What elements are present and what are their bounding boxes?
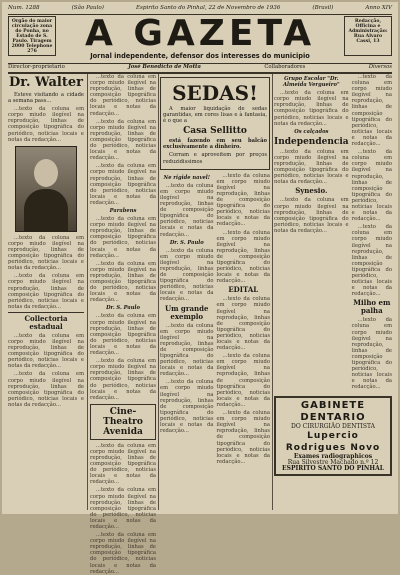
dental-ad	[274, 396, 392, 476]
collab-label: Collaboradores	[264, 64, 306, 70]
headline-milho: Milho em palha	[353, 298, 391, 316]
article-body: ...texto da coluna em corpo miudo ilegível na reprodução, linhas de composição tipográfica do periódico, noticias locais e notas da redacção...	[351, 149, 392, 223]
ad-name: Lupercio Rodrigues Novo	[285, 430, 381, 453]
section-ne-rigide: Ne rigide navel!	[163, 174, 211, 181]
portrait-photo	[15, 146, 77, 232]
section-dr-sp-2: Dr. S. Paulo	[169, 239, 204, 246]
article-body: ...texto da coluna em corpo miudo ilegível na reprodução, linhas de composição tipográfica do periódico, noticias locais e notas da redacção...	[274, 197, 349, 234]
article-body: ...texto da coluna em corpo miudo ilegível na reprodução, linhas de composição tipográfica do periódico, noticias locais e notas da redacção...	[216, 172, 270, 228]
caption-calcados: Os calçados	[294, 128, 329, 135]
article-body: ...texto da coluna em corpo miudo ilegível na reprodução, linhas de composição tipográfica do periódico, noticias locais e notas da redacção...	[351, 317, 392, 391]
newspaper-title: A GAZETA	[84, 13, 316, 54]
article-body: ...texto da coluna em corpo miudo ilegível na reprodução, linhas de composição tipográfica do periódico, noticias locais e notas da redacção...	[90, 118, 156, 162]
headline-sedas: SEDAS!	[172, 81, 258, 105]
section-edital: EDITAL	[228, 285, 259, 295]
article-body: ...texto da coluna em corpo miudo ilegível na reprodução, linhas de composição tipográfica do periódico, noticias locais e notas da redacção...	[90, 358, 156, 401]
issue-number: Num. 1288	[8, 5, 40, 11]
headline-grupo-escolar: Grupo Escolar "Dr. Almeida Vergueiro"	[282, 76, 340, 89]
shop-name: Casa Sellitto	[183, 126, 247, 137]
headline-dr-walter: Dr. Walter	[9, 75, 83, 90]
column-rule	[87, 74, 88, 510]
article-body: ...texto da coluna em corpo miudo ilegível na reprodução, linhas de composição tipográfica do periódico, noticias locais e notas da redacção...	[90, 487, 156, 530]
article-body: ...texto da coluna em corpo miudo ilegível na reprodução, linhas de composição tipográfica do periódico, noticias locais e notas da redacção...	[216, 229, 270, 285]
left-ear: Orgão do maior circulação zona do Ponha, no Estado de S. Paulo. Tiragem 2000 Telephone 276	[8, 16, 56, 56]
sedas-lead: A maior liquidação de sedas garantidas, em cores lisas e à fantasia, é o que a	[163, 106, 267, 125]
column-rule	[158, 74, 159, 510]
headline-independencia: Independencia	[274, 136, 349, 147]
newspaper-subtitle: Jornal independente, defensor dos interesses do municipio	[90, 52, 310, 60]
country: (Brasil)	[312, 5, 334, 11]
article-body: ...texto da coluna em corpo miudo ilegível na reprodução, linhas de composição tipográfica do periódico, noticias locais e notas da redacção...	[160, 247, 214, 303]
ad-city: ESPIRITO SANTO DO PINHAL	[282, 464, 384, 472]
article-body: ...texto da coluna em corpo miudo ilegível na reprodução, linhas de composição tipográfica do periódico, noticias locais e notas da redacção...	[8, 234, 84, 272]
article-body: ...texto da coluna em corpo miudo ilegível na reprodução, linhas de composição tipográfica do periódico, noticias locais e notas da redacção...	[8, 371, 84, 408]
article-body: ...texto da coluna em corpo miudo ilegível na reprodução, linhas de composição tipográfica do periódico, noticias locais e notas da redacção...	[160, 379, 214, 435]
article-body: ...texto da coluna em corpo miudo ilegível na reprodução, linhas de composição tipográfica do periódico, noticias locais e notas da redacção...	[90, 74, 156, 117]
article-body: ...texto da coluna em corpo miudo ilegível na reprodução, linhas de composição tipográfica do periódico, noticias locais e notas da redacção...	[90, 313, 156, 357]
director-label: Director-proprietario	[8, 64, 65, 70]
newspaper-page	[2, 2, 398, 575]
column-1	[8, 74, 84, 510]
city: (São Paulo)	[71, 5, 104, 11]
article-body: ...texto da coluna em corpo miudo ilegível na reprodução, linhas de composição tipográfica do periódico, noticias locais e notas da redacção...	[90, 442, 156, 486]
ad-title: GABINETE DENTARIO	[300, 399, 366, 423]
article-body: ...texto da coluna em corpo miudo ilegível na reprodução, linhas de composição tipográfica do periódico, noticias locais e notas da redacção...	[8, 273, 84, 310]
right-ear: Redacção, Officina e Administração: Rua Alvaro Cassi, 13	[344, 16, 392, 56]
article-body: ...texto da coluna em corpo miudo ilegível na reprodução, linhas de composição tipográfica do periódico, noticias locais e notas da redacção...	[160, 182, 214, 238]
subcol-right	[352, 74, 392, 393]
headline-synesio: Synesio.	[295, 186, 328, 196]
subcol-right	[217, 173, 271, 467]
column-3	[160, 74, 270, 510]
column-4	[274, 74, 392, 510]
collab-name: Diversos	[368, 64, 392, 70]
column-2	[90, 74, 156, 575]
article-body: ...texto da coluna em corpo miudo ilegível na reprodução, linhas de composição tipográfica do periódico, noticias locais e notas da redacção...	[216, 410, 270, 465]
article-body: ...texto da coluna em corpo miudo ilegível na reprodução, linhas de composição tipográfica do periódico, noticias locais e notas da redacção...	[351, 224, 392, 298]
subcol-left	[160, 173, 214, 467]
ad-radiography: Exames radiographicos	[293, 452, 373, 460]
article-body: ...texto da coluna em corpo miudo ilegível na reprodução, linhas de composição tipográfica do periódico, noticias locais e notas da redacção...	[274, 90, 349, 127]
shop-tail: Corram e aproveitem por preços reduzidissimos	[163, 152, 267, 165]
masthead	[60, 14, 340, 60]
dateline: Espirito Santo do Pinhal, 22 de Novembro de 1936	[135, 5, 281, 11]
headline-collectoria: Collectoria estadual	[8, 312, 84, 331]
ad-address: Rua Silvestre Machado n.º 12	[287, 458, 379, 466]
section-dr-sp: Dr. S. Paulo	[106, 305, 140, 312]
shop-sub: está fazendo em seu balcão exclusivamente a dinheiro.	[163, 138, 267, 151]
article-body: ...texto da coluna em corpo miudo ilegível na reprodução, linhas de composição tipográfica do periódico, noticias locais e notas da redacção...	[351, 74, 392, 148]
subcol-left	[274, 74, 349, 393]
article-body: ...texto da coluna em corpo miudo ilegível na reprodução, linhas de composição tipográfica do periódico, noticias locais e notas da redacção...	[160, 322, 214, 378]
director-name: José Benedicto de Motta	[128, 64, 201, 70]
headline-cine-theatro: Cine-Theatro Avenida	[90, 404, 156, 440]
article-body: ...texto da coluna em corpo miudo ilegível na reprodução, linhas de composição tipográfica do periódico, noticias locais e notas da redacção...	[216, 296, 270, 352]
article-body: ...texto da coluna em corpo miudo ilegível na reprodução, linhas de composição tipográfica do periódico, noticias locais e notas da redacção...	[90, 216, 156, 259]
article-body: ...texto da coluna em corpo miudo ilegível na reprodução, linhas de composição tipográfica do periódico, noticias locais e notas da redacção...	[8, 106, 84, 143]
staff-line	[8, 63, 392, 74]
section-grande-exemplo: Um grande exemplo	[164, 303, 209, 321]
sedas-ad	[160, 77, 270, 170]
article-body: ...texto da coluna em corpo miudo ilegível na reprodução, linhas de composição tipográfica do periódico, noticias locais e notas da redacção...	[8, 332, 84, 370]
article-body: ...texto da coluna em corpo miudo ilegível na reprodução, linhas de composição tipográfica do periódico, noticias locais e notas da redacção...	[216, 353, 270, 408]
article-body: ...texto da coluna em corpo miudo ilegível na reprodução, linhas de composição tipográfica do periódico, noticias locais e notas da redacção...	[90, 163, 156, 206]
column-rule	[272, 74, 273, 510]
section-parabens: Parabens	[109, 207, 137, 214]
article-body: ...texto da coluna em corpo miudo ilegível na reprodução, linhas de composição tipográfica do periódico, noticias locais e notas da redacção...	[90, 532, 156, 575]
volume: Anno XIV	[365, 5, 392, 11]
article-intro: Esteve visitando a cidade a semana pass...	[8, 92, 84, 105]
ad-subtitle: DO CIRURGIÃO DENTISTA	[291, 422, 375, 430]
article-body: ...texto da coluna em corpo miudo ilegível na reprodução, linhas de composição tipográfica do periódico, noticias locais e notas da redacção...	[274, 148, 349, 186]
article-body: ...texto da coluna em corpo miudo ilegível na reprodução, linhas de composição tipográfica do periódico, noticias locais e notas da redacção...	[90, 260, 156, 304]
